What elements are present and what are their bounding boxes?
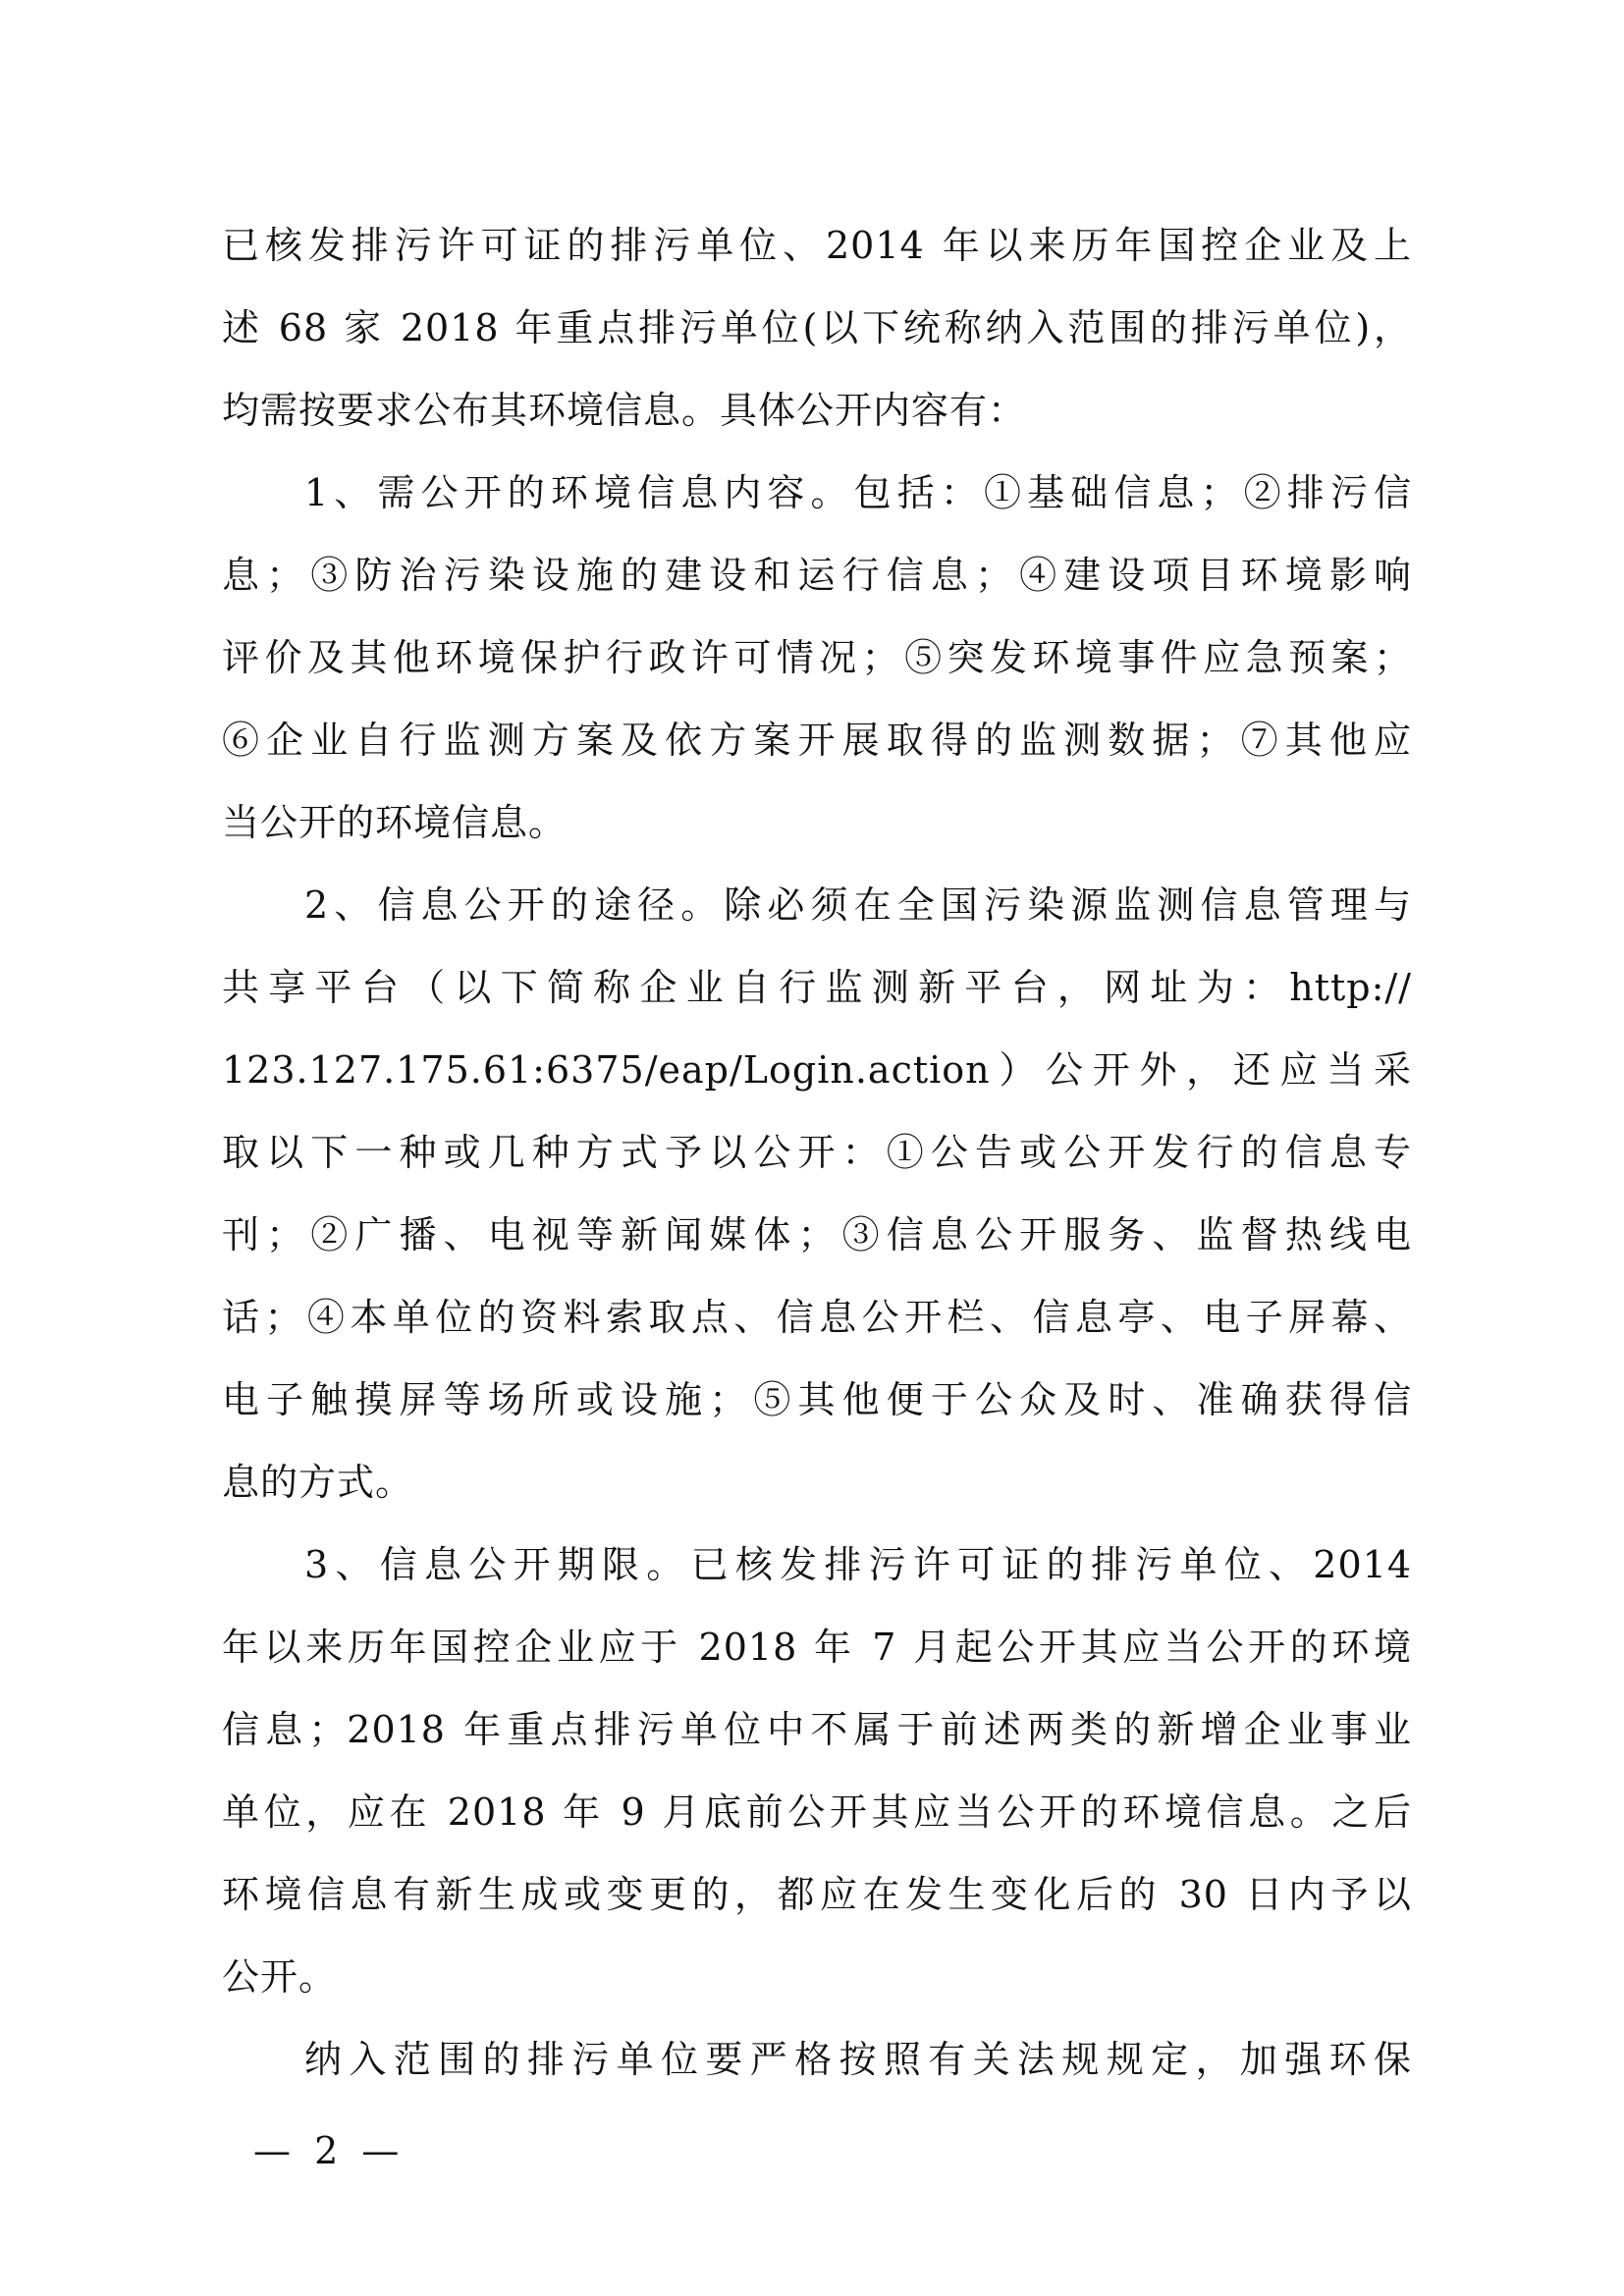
item-1-line: ⑥企业自行监测方案及依方案开展取得的监测数据；⑦其他应 bbox=[222, 719, 1412, 762]
item-2-line: 123.127.175.61:6375/eap/Login.action）公开外，还应当采 bbox=[222, 1048, 1412, 1092]
body-line: 已核发排污许可证的排污单位、2014 年以来历年国控企业及上 bbox=[222, 224, 1412, 267]
item-2-line: 2、信息公开的途径。除必须在全国污染源监测信息管理与 bbox=[304, 883, 1412, 927]
item-2-line: 电子触摸屏等场所或设施；⑤其他便于公众及时、准确获得信 bbox=[222, 1378, 1412, 1421]
item-3-line: 公开。 bbox=[222, 1955, 338, 1999]
item-3-line: 环境信息有新生成或变更的，都应在发生变化后的 30 日内予以 bbox=[222, 1873, 1412, 1916]
item-2-line: 取以下一种或几种方式予以公开：①公告或公开发行的信息专 bbox=[222, 1131, 1412, 1174]
item-1-line: 息；③防治污染设施的建设和运行信息；④建设项目环境影响 bbox=[222, 554, 1412, 597]
page-number: — 2 — bbox=[253, 2129, 406, 2172]
item-1-line: 当公开的环境信息。 bbox=[222, 801, 568, 844]
item-3-line: 3、信息公开期限。已核发排污许可证的排污单位、2014 bbox=[304, 1543, 1412, 1586]
closing-paragraph-line: 纳入范围的排污单位要严格按照有关法规规定，加强环保 bbox=[304, 2038, 1412, 2081]
item-1-line: 评价及其他环境保护行政许可情况；⑤突发环境事件应急预案； bbox=[222, 636, 1412, 679]
document-body bbox=[222, 204, 1412, 2101]
item-3-line: 信息；2018 年重点排污单位中不属于前述两类的新增企业事业 bbox=[222, 1708, 1412, 1751]
item-3-line: 单位，应在 2018 年 9 月底前公开其应当公开的环境信息。之后 bbox=[222, 1790, 1412, 1834]
item-2-line: 话；④本单位的资料索取点、信息公开栏、信息亭、电子屏幕、 bbox=[222, 1296, 1412, 1339]
item-2-line: 刊；②广播、电视等新闻媒体；③信息公开服务、监督热线电 bbox=[222, 1213, 1412, 1256]
item-2-line: 共享平台（以下简称企业自行监测新平台，网址为：http:// bbox=[222, 966, 1412, 1009]
item-3-line: 年以来历年国控企业应于 2018 年 7 月起公开其应当公开的环境 bbox=[222, 1626, 1412, 1669]
body-line: 均需按要求公布其环境信息。具体公开内容有： bbox=[222, 389, 1027, 432]
item-1-line: 1、需公开的环境信息内容。包括：①基础信息；②排污信 bbox=[304, 471, 1412, 514]
item-2-line: 息的方式。 bbox=[222, 1461, 414, 1504]
body-line: 述 68 家 2018 年重点排污单位(以下统称纳入范围的排污单位)， bbox=[222, 306, 1412, 349]
